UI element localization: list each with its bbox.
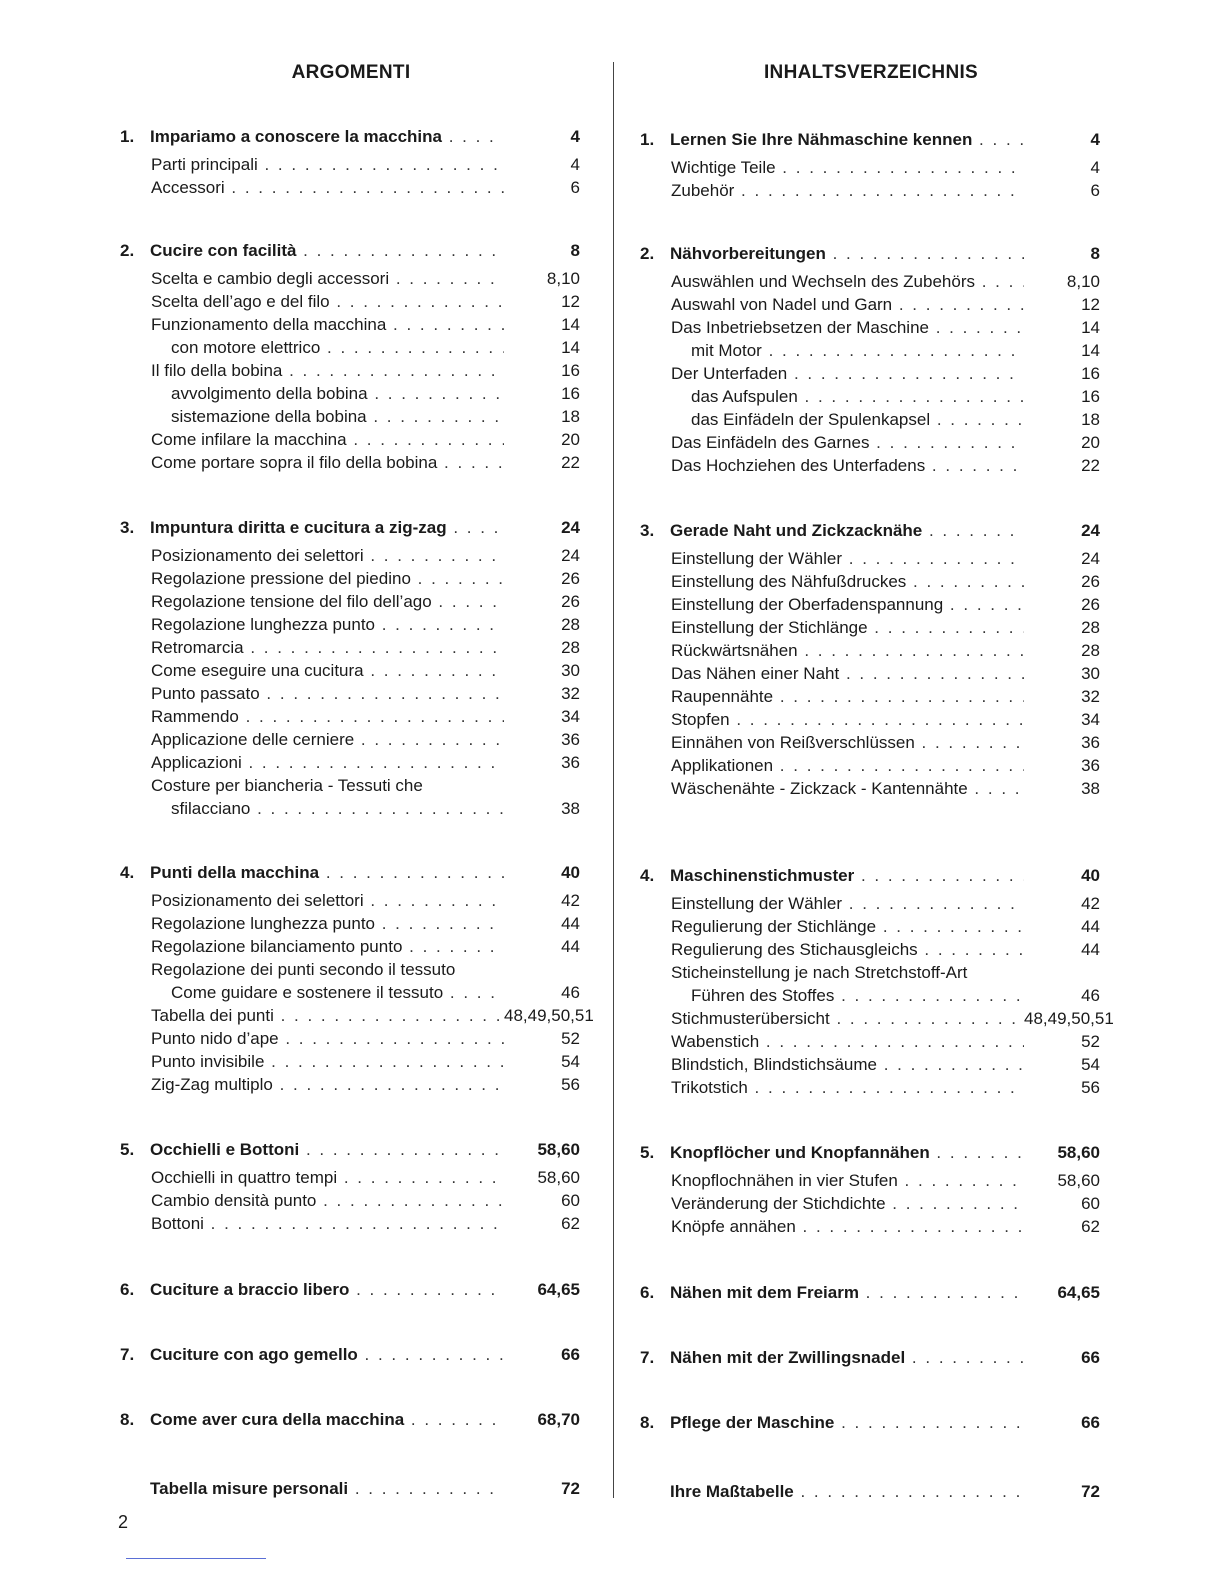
page-ref: 26 [1081, 572, 1100, 591]
toc-entry[interactable] [640, 1169, 1102, 1192]
toc-section [640, 865, 1114, 1099]
entry-label: avvolgimento della bobina . . . [171, 382, 504, 405]
section-heading[interactable] [120, 1409, 582, 1436]
entry-label: Il filo della bobina . . . [151, 359, 504, 382]
page-ref: 16 [1081, 364, 1100, 383]
entry-label: Blindstich, Blindstichsäume . . . [671, 1053, 1024, 1076]
page-ref: 24 [1081, 549, 1100, 568]
section-number: 6. [120, 1280, 135, 1299]
section-title: Nähvorbereitungen . . . [670, 243, 1024, 265]
entry-label: Einstellung der Wähler . . . [671, 892, 1024, 915]
section-title: Maschinenstichmuster . . . [670, 865, 1024, 887]
toc-section [120, 240, 582, 474]
entry-label: Regolazione lunghezza punto . . . [151, 912, 504, 935]
page-ref: 26 [561, 569, 580, 588]
toc-entry[interactable] [120, 267, 582, 290]
section-number: 8. [120, 1410, 135, 1429]
page-ref: 14 [1081, 318, 1100, 337]
toc-entry[interactable] [640, 593, 1102, 616]
entry-label: Knöpfe annähen . . . [671, 1215, 1024, 1238]
section-number: 4. [640, 866, 655, 885]
page-ref: 52 [561, 1029, 580, 1048]
page-ref: 20 [561, 430, 580, 449]
toc-entry[interactable] [640, 293, 1102, 316]
page-ref: 14 [561, 315, 580, 334]
page-ref: 36 [1081, 756, 1100, 775]
entry-label: Regolazione bilanciamento punto . . . [151, 935, 504, 958]
entry-label: Das Nähen einer Naht . . . [671, 662, 1024, 685]
section-number: 6. [640, 1283, 655, 1302]
section-title: Cuciture a braccio libero . . . [150, 1279, 504, 1301]
entry-label: Zig-Zag multiplo . . . [151, 1073, 504, 1096]
toc-entry[interactable] [640, 708, 1102, 731]
section-title: Punti della macchina . . . [150, 862, 504, 884]
page-ref: 8,10 [546, 269, 580, 288]
entry-label: Posizionamento dei selettori . . . [151, 889, 504, 912]
section-number: 4. [120, 863, 135, 882]
page-ref: 26 [561, 592, 580, 611]
section-number: 5. [120, 1140, 135, 1159]
toc-section [640, 1282, 1102, 1309]
page-ref: 46 [1081, 986, 1100, 1005]
toc-entry[interactable] [640, 915, 1102, 938]
toc-entry[interactable] [640, 1076, 1102, 1099]
toc-entry[interactable] [120, 1212, 582, 1235]
entry-label: Regolazione tensione del filo dell’ago . . . [151, 590, 504, 613]
page-ref: 34 [561, 707, 580, 726]
section-heading[interactable] [640, 1481, 1102, 1508]
section-number: 2. [120, 241, 135, 260]
entry-label: Einstellung der Oberfadenspannung . . . [671, 593, 1024, 616]
entry-label: Punto nido d’ape . . . [151, 1027, 504, 1050]
toc-entry[interactable] [120, 751, 582, 774]
entry-label: Führen des Stoffes . . . [691, 984, 1024, 1007]
entry-label: Veränderung der Stichdichte . . . [671, 1192, 1024, 1215]
page-ref: 44 [561, 937, 580, 956]
section-heading[interactable] [120, 1344, 582, 1371]
entry-label: Stichmusterübersicht . . . [671, 1007, 1024, 1030]
page-ref: 28 [1081, 641, 1100, 660]
section-number: 5. [640, 1143, 655, 1162]
toc-section [120, 126, 582, 199]
toc-entry[interactable] [120, 1166, 582, 1189]
toc-entry[interactable] [120, 405, 582, 428]
page-ref: 56 [561, 1075, 580, 1094]
page-ref: 8,10 [1066, 272, 1100, 291]
page-ref: 12 [561, 292, 580, 311]
toc-entry[interactable] [120, 889, 582, 912]
column-title: INHALTSVERZEICHNIS [763, 62, 979, 83]
page-ref: 40 [561, 863, 580, 882]
page-ref: 52 [1081, 1032, 1100, 1051]
toc-entry[interactable] [120, 382, 582, 405]
entry-label: Funzionamento della macchina . . . [151, 313, 504, 336]
section-heading[interactable] [640, 1412, 1102, 1439]
entry-label: Wäschenähte - Zickzack - Kantennähte . . . [671, 777, 1024, 800]
section-heading[interactable] [120, 862, 582, 889]
page-ref: 58,60 [537, 1140, 580, 1159]
page-ref: 42 [561, 891, 580, 910]
toc-entry[interactable] [640, 984, 1102, 1007]
toc-section [640, 1347, 1102, 1374]
page-ref: 58,60 [537, 1168, 580, 1187]
section-title: Nähen mit dem Freiarm . . . [670, 1282, 1024, 1304]
entry-label: Zubehör . . . [671, 179, 1024, 202]
section-title: Cuciture con ago gemello . . . [150, 1344, 504, 1366]
page-ref: 8 [1090, 244, 1100, 263]
page-ref: 14 [1081, 341, 1100, 360]
page-ref: 22 [1081, 456, 1100, 475]
section-number: 3. [640, 521, 655, 540]
entry-label: con motore elettrico . . . [171, 336, 504, 359]
toc-entry[interactable] [120, 1189, 582, 1212]
page-ref: 30 [1081, 664, 1100, 683]
page-ref: 62 [561, 1214, 580, 1233]
page-ref: 44 [561, 914, 580, 933]
page-ref: 32 [561, 684, 580, 703]
entry-label: Retromarcia . . . [151, 636, 504, 659]
toc-section [640, 1481, 1102, 1508]
toc-section [640, 520, 1102, 800]
page-ref: 46 [561, 983, 580, 1002]
entry-label: sfilacciano . . . [171, 797, 504, 820]
entry-label: Das Hochziehen des Unterfadens . . . [671, 454, 1024, 477]
entry-label: Regulierung des Stichausgleichs . . . [671, 938, 1024, 961]
entry-label: Regulierung der Stichlänge . . . [671, 915, 1024, 938]
section-heading[interactable] [640, 243, 1102, 270]
entry-label: Das Einfädeln des Garnes . . . [671, 431, 1024, 454]
page-number: 2 [118, 1512, 129, 1532]
page-ref: 72 [561, 1479, 580, 1498]
toc-section [120, 1409, 582, 1436]
entry-label: Applicazioni . . . [151, 751, 504, 774]
page-ref: 4 [1090, 130, 1100, 149]
page-ref: 20 [1081, 433, 1100, 452]
page-ref: 48,49,50,51 [504, 1006, 594, 1025]
page-ref: 66 [1081, 1413, 1100, 1432]
section-title: Lernen Sie Ihre Nähmaschine kennen . . . [670, 129, 1024, 151]
section-heading[interactable] [640, 520, 1102, 547]
toc-entry[interactable] [640, 1053, 1102, 1076]
toc-entry[interactable] [120, 705, 582, 728]
section-number: 3. [120, 518, 135, 537]
section-title: Knopflöcher und Knopfannähen . . . [670, 1142, 1024, 1164]
toc-entry[interactable] [640, 156, 1102, 179]
page-ref: 6 [1090, 181, 1100, 200]
page-ref: 72 [1081, 1482, 1100, 1501]
toc-entry[interactable] [640, 431, 1102, 454]
section-heading[interactable] [640, 865, 1102, 892]
page-ref: 30 [561, 661, 580, 680]
entry-label: Applikationen . . . [671, 754, 1024, 777]
section-heading[interactable] [120, 1279, 582, 1306]
toc-entry[interactable] [120, 176, 582, 199]
toc-entry[interactable] [640, 938, 1102, 961]
page-ref: 62 [1081, 1217, 1100, 1236]
page-ref: 40 [1081, 866, 1100, 885]
entry-label: Punto passato . . . [151, 682, 504, 705]
page-ref: 24 [1081, 521, 1100, 540]
entry-label: Trikotstich . . . [671, 1076, 1024, 1099]
entry-label: Der Unterfaden . . . [671, 362, 1024, 385]
entry-label: Come eseguire una cucitura . . . [151, 659, 504, 682]
section-number: 1. [120, 127, 135, 146]
toc-section [120, 1139, 582, 1235]
page-ref: 54 [1081, 1055, 1100, 1074]
section-number: 8. [640, 1413, 655, 1432]
page-ref: 36 [1081, 733, 1100, 752]
toc-entry[interactable] [640, 547, 1102, 570]
entry-label: Tabella dei punti . . . [151, 1004, 504, 1027]
page-ref: 4 [570, 127, 580, 146]
toc-entry[interactable] [640, 454, 1102, 477]
entry-label: Punto invisibile . . . [151, 1050, 504, 1073]
page-ref: 44 [1081, 940, 1100, 959]
page-ref: 6 [570, 178, 580, 197]
page-ref: 16 [1081, 387, 1100, 406]
section-number: 7. [120, 1345, 135, 1364]
toc-entry[interactable] [640, 754, 1102, 777]
page-ref: 4 [570, 155, 580, 174]
page-ref: 44 [1081, 917, 1100, 936]
toc-entry[interactable] [640, 316, 1102, 339]
toc-entry[interactable] [120, 567, 582, 590]
toc-entry[interactable] [120, 981, 582, 1004]
toc-entry[interactable] [120, 451, 582, 474]
toc-entry[interactable] [640, 1007, 1114, 1030]
page-ref: 32 [1081, 687, 1100, 706]
page-ref: 48,49,50,51 [1024, 1009, 1114, 1028]
page-ref: 28 [561, 638, 580, 657]
page-ref: 24 [561, 518, 580, 537]
page-ref: 58,60 [1057, 1171, 1100, 1190]
entry-label: Rückwärtsnähen . . . [671, 639, 1024, 662]
toc-section [640, 129, 1102, 202]
toc-entry[interactable] [640, 339, 1102, 362]
section-title: Impuntura diritta e cucitura a zig-zag . . . [150, 517, 504, 539]
toc-entry[interactable] [120, 935, 582, 958]
entry-label: Parti principali . . . [151, 153, 504, 176]
entry-label: Cambio densità punto . . . [151, 1189, 504, 1212]
entry-label: Applicazione delle cerniere . . . [151, 728, 504, 751]
toc-entry[interactable] [120, 636, 582, 659]
toc-section [640, 243, 1102, 477]
page-ref: 26 [1081, 595, 1100, 614]
toc-section [640, 1412, 1102, 1439]
entry-label: Posizionamento dei selettori . . . [151, 544, 504, 567]
page-ref: 18 [1081, 410, 1100, 429]
entry-label: Raupennähte . . . [671, 685, 1024, 708]
toc-entry[interactable] [120, 428, 582, 451]
section-heading[interactable] [640, 1282, 1102, 1309]
toc-entry[interactable] [640, 662, 1102, 685]
section-heading[interactable] [120, 1139, 582, 1166]
page-ref: 28 [1081, 618, 1100, 637]
section-heading[interactable] [120, 1478, 582, 1505]
page-ref: 16 [561, 361, 580, 380]
decorative-line [126, 1558, 266, 1559]
page-ref: 42 [1081, 894, 1100, 913]
entry-label: Occhielli in quattro tempi . . . [151, 1166, 504, 1189]
toc-entry[interactable] [120, 659, 582, 682]
toc-entry[interactable] [120, 682, 582, 705]
page-ref: 38 [1081, 779, 1100, 798]
toc-entry[interactable] [120, 912, 582, 935]
toc-entry[interactable] [640, 731, 1102, 754]
toc-entry[interactable] [120, 1073, 582, 1096]
section-title: Occhielli e Bottoni . . . [150, 1139, 504, 1161]
column-divider [613, 62, 614, 1498]
section-title: Gerade Naht und Zickzacknähe . . . [670, 520, 1024, 542]
section-heading[interactable] [120, 517, 582, 544]
page-ref: 34 [1081, 710, 1100, 729]
toc-entry[interactable] [640, 616, 1102, 639]
entry-label: mit Motor . . . [691, 339, 1024, 362]
entry-label: Come guidare e sostenere il tessuto . . . [171, 981, 504, 1004]
toc-entry[interactable] [120, 590, 582, 613]
toc-entry[interactable] [640, 1030, 1102, 1053]
page-ref: 64,65 [537, 1280, 580, 1299]
toc-entry[interactable] [640, 385, 1102, 408]
entry-label: Einnähen von Reißverschlüssen . . . [671, 731, 1024, 754]
entry-label: das Aufspulen . . . [691, 385, 1024, 408]
toc-entry[interactable] [640, 777, 1102, 800]
section-title: Ihre Maßtabelle . . . [670, 1481, 1024, 1503]
toc-section [120, 1279, 582, 1306]
page-ref: 66 [1081, 1348, 1100, 1367]
toc-entry[interactable] [120, 613, 582, 636]
section-number: 1. [640, 130, 655, 149]
section-number: 2. [640, 244, 655, 263]
page-ref: 60 [561, 1191, 580, 1210]
toc-entry[interactable] [120, 359, 582, 382]
section-heading[interactable] [120, 240, 582, 267]
page-ref: 14 [561, 338, 580, 357]
toc-entry[interactable] [640, 408, 1102, 431]
toc-section [120, 1344, 582, 1371]
column-title: ARGOMENTI [291, 62, 411, 83]
toc-entry[interactable] [120, 313, 582, 336]
page-ref: 4 [1090, 158, 1100, 177]
toc-entry[interactable] [640, 961, 1102, 984]
toc-entry[interactable] [640, 892, 1102, 915]
entry-label: Sticheinstellung je nach Stretchstoff-Art [671, 963, 968, 982]
entry-label: Scelta e cambio degli accessori . . . [151, 267, 504, 290]
toc-entry[interactable] [640, 362, 1102, 385]
toc-section [120, 1478, 582, 1505]
entry-label: Come infilare la macchina . . . [151, 428, 504, 451]
entry-label: Regolazione pressione del piedino . . . [151, 567, 504, 590]
entry-label: Einstellung der Wähler . . . [671, 547, 1024, 570]
entry-label: Einstellung der Stichlänge . . . [671, 616, 1024, 639]
page-ref: 24 [561, 546, 580, 565]
toc-entry[interactable] [120, 1050, 582, 1073]
entry-label: Stopfen . . . [671, 708, 1024, 731]
toc-entry[interactable] [120, 290, 582, 313]
page-ref: 64,65 [1057, 1283, 1100, 1302]
section-title: Impariamo a conoscere la macchina . . . [150, 126, 504, 148]
section-heading[interactable] [640, 1347, 1102, 1374]
entry-label: Einstellung des Nähfußdruckes . . . [671, 570, 1024, 593]
page-ref: 68,70 [537, 1410, 580, 1429]
toc-entry[interactable] [120, 1027, 582, 1050]
section-title: Cucire con facilità . . . [150, 240, 504, 262]
page-ref: 36 [561, 730, 580, 749]
toc-entry[interactable] [120, 797, 582, 820]
toc-entry[interactable] [120, 544, 582, 567]
toc-entry[interactable] [120, 958, 582, 981]
section-number: 7. [640, 1348, 655, 1367]
entry-label: Scelta dell’ago e del filo . . . [151, 290, 504, 313]
entry-label: Accessori . . . [151, 176, 504, 199]
section-title: Nähen mit der Zwillingsnadel . . . [670, 1347, 1024, 1369]
page-ref: 54 [561, 1052, 580, 1071]
toc-entry[interactable] [120, 336, 582, 359]
page-ref: 22 [561, 453, 580, 472]
toc-section [120, 517, 582, 820]
toc-entry[interactable] [120, 1004, 594, 1027]
entry-label: Come portare sopra il filo della bobina . . . [151, 451, 504, 474]
toc-entry[interactable] [640, 685, 1102, 708]
entry-label: Das Inbetriebsetzen der Maschine . . . [671, 316, 1024, 339]
page-ref: 58,60 [1057, 1143, 1100, 1162]
page-ref: 18 [561, 407, 580, 426]
entry-label: Costure per biancheria - Tessuti che [151, 776, 423, 795]
section-heading[interactable] [640, 129, 1102, 156]
toc-entry[interactable] [640, 639, 1102, 662]
toc-section [120, 862, 594, 1096]
toc-entry[interactable] [640, 270, 1102, 293]
page-ref: 12 [1081, 295, 1100, 314]
toc-entry[interactable] [640, 179, 1102, 202]
page-ref: 56 [1081, 1078, 1100, 1097]
toc-section [640, 1142, 1102, 1238]
section-heading[interactable] [120, 126, 582, 153]
toc-entry[interactable] [120, 728, 582, 751]
toc-entry[interactable] [120, 153, 582, 176]
page-ref: 60 [1081, 1194, 1100, 1213]
page-ref: 38 [561, 799, 580, 818]
page-ref: 16 [561, 384, 580, 403]
entry-label: Regolazione lunghezza punto . . . [151, 613, 504, 636]
entry-label: Knopflochnähen in vier Stufen . . . [671, 1169, 1024, 1192]
toc-entry[interactable] [120, 774, 582, 797]
section-heading[interactable] [640, 1142, 1102, 1169]
entry-label: Rammendo . . . [151, 705, 504, 728]
toc-entry[interactable] [640, 570, 1102, 593]
section-title: Tabella misure personali . . . [150, 1478, 504, 1500]
entry-label: Auswahl von Nadel und Garn . . . [671, 293, 1024, 316]
entry-label: Wichtige Teile . . . [671, 156, 1024, 179]
toc-entry[interactable] [640, 1192, 1102, 1215]
entry-label: sistemazione della bobina . . . [171, 405, 504, 428]
entry-label: Wabenstich . . . [671, 1030, 1024, 1053]
toc-entry[interactable] [640, 1215, 1102, 1238]
entry-label: Bottoni . . . [151, 1212, 504, 1235]
page-ref: 66 [561, 1345, 580, 1364]
entry-label: Regolazione dei punti secondo il tessuto [151, 960, 456, 979]
entry-label: Auswählen und Wechseln des Zubehörs . . . [671, 270, 1024, 293]
page-ref: 28 [561, 615, 580, 634]
section-title: Pflege der Maschine . . . [670, 1412, 1024, 1434]
entry-label: das Einfädeln der Spulenkapsel . . . [691, 408, 1024, 431]
page-ref: 8 [570, 241, 580, 260]
page-ref: 36 [561, 753, 580, 772]
section-title: Come aver cura della macchina . . . [150, 1409, 504, 1431]
